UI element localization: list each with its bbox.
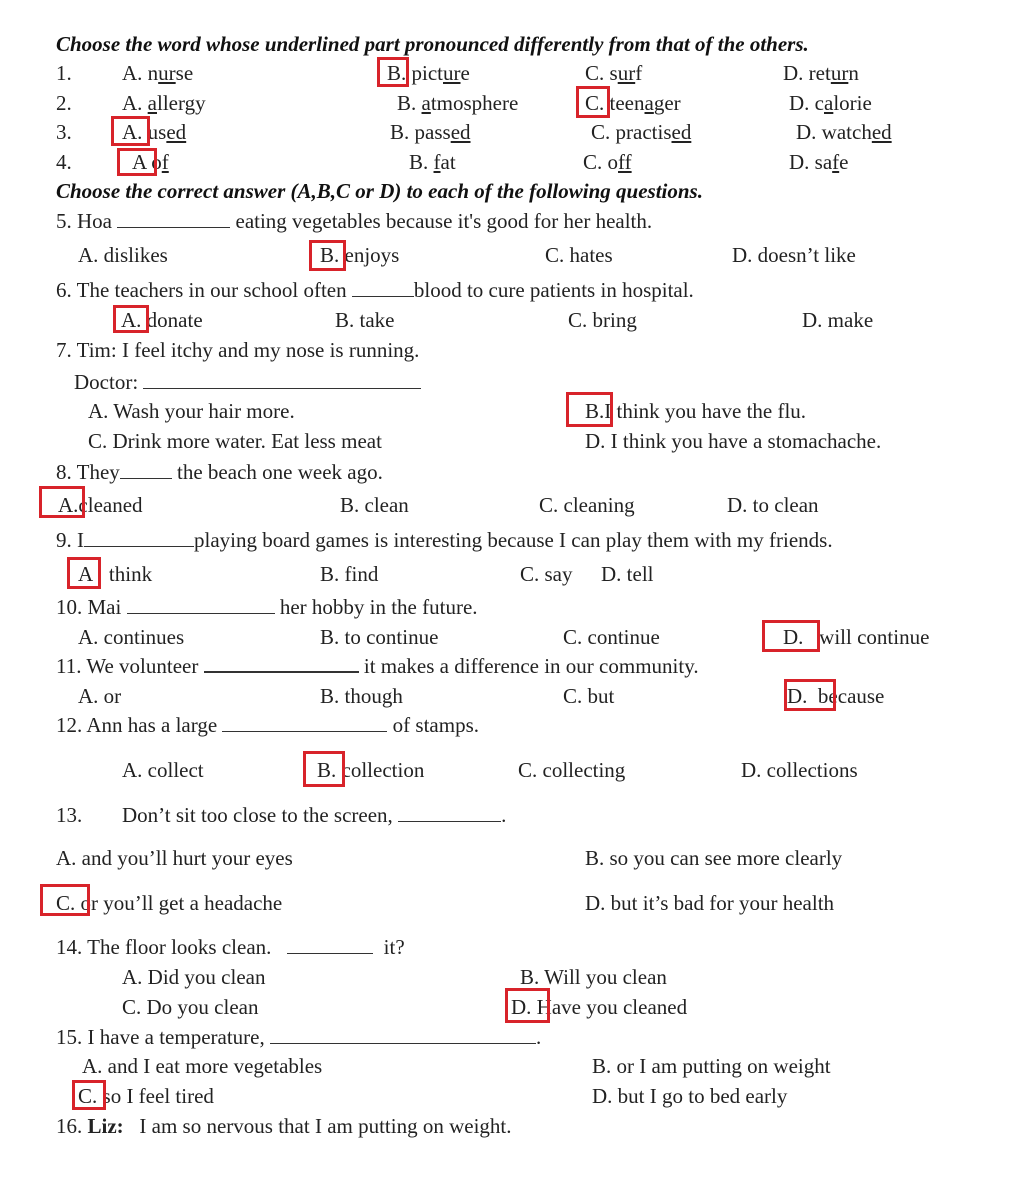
answer-mark-q7: [566, 392, 613, 427]
option: C. cleaning: [539, 493, 635, 517]
answer-mark-q4: [117, 148, 157, 176]
option: A. Did you clean: [122, 965, 266, 989]
option: A. or: [78, 684, 122, 708]
option: B.I think you have the flu.: [585, 399, 807, 423]
option: B. passed: [390, 120, 471, 144]
option: D. to clean: [727, 493, 819, 517]
question-stem: 11. We volunteer it makes a difference in our community.: [56, 654, 699, 678]
question-stem: Don’t sit too close to the screen, .: [122, 803, 507, 827]
option: D. because: [787, 684, 885, 708]
option: C. practised: [591, 120, 692, 144]
answer-mark-q6: [113, 305, 149, 333]
question-stem: 10. Mai her hobby in the future.: [56, 595, 478, 619]
option: D. make: [802, 308, 874, 332]
option: D. but I go to bed early: [592, 1084, 788, 1108]
option: A of: [132, 150, 169, 174]
option: C. say: [520, 562, 573, 586]
option: D. but it’s bad for your health: [585, 891, 835, 915]
option: B. atmosphere: [397, 91, 519, 115]
option: B. fat: [409, 150, 456, 174]
item-number: 2.: [56, 91, 72, 115]
pronunciation-heading: Choose the word whose underlined part pronounced differently from that of the others.: [56, 32, 809, 56]
answer-mark-q2: [576, 86, 610, 118]
option: C. collecting: [518, 758, 626, 782]
answer-mark-q9: [67, 557, 101, 589]
item-number: 1.: [56, 61, 72, 85]
option: C. hates: [545, 243, 613, 267]
option: A. collect: [122, 758, 204, 782]
answer-mark-q15: [72, 1080, 106, 1110]
option: B. to continue: [320, 625, 439, 649]
option: C. Do you clean: [122, 995, 259, 1019]
answer-mark-q10: [762, 620, 820, 652]
question-stem: 15. I have a temperature, .: [56, 1025, 542, 1049]
question-stem: 14. The floor looks clean. it?: [56, 935, 405, 959]
option: D. I think you have a stomachache.: [585, 429, 882, 453]
option: B. though: [320, 684, 403, 708]
option: C. teenager: [585, 91, 681, 115]
option: B. or I am putting on weight: [592, 1054, 831, 1078]
question-stem: 8. They the beach one week ago.: [56, 460, 383, 484]
option: A. and I eat more vegetables: [82, 1054, 323, 1078]
option: D. collections: [741, 758, 858, 782]
option: D. calorie: [789, 91, 872, 115]
option: C. or you’ll get a headache: [56, 891, 283, 915]
option: A think: [78, 562, 153, 586]
option: B. clean: [340, 493, 409, 517]
option: D. will continue: [783, 625, 930, 649]
answer-mark-q5: [309, 240, 346, 271]
option: B. enjoys: [320, 243, 400, 267]
answer-mark-q11: [784, 679, 836, 711]
option: A. continues: [78, 625, 185, 649]
question-stem: 12. Ann has a large of stamps.: [56, 713, 479, 737]
question-stem: 16. Liz: I am so nervous that I am putting on weight.: [56, 1114, 512, 1138]
option: B. picture: [387, 61, 470, 85]
answer-mark-q13: [40, 884, 90, 916]
answer-mark-q1: [377, 57, 409, 87]
question-stem: 9. I playing board games is interesting because I can play them with my friends.: [56, 528, 833, 552]
option: C. Drink more water. Eat less meat: [88, 429, 382, 453]
option: A. donate: [121, 308, 203, 332]
item-number: 13.: [56, 803, 83, 827]
option: C. bring: [568, 308, 637, 332]
option: C. off: [583, 150, 632, 174]
option: A. Wash your hair more.: [88, 399, 295, 423]
option: C. so I feel tired: [78, 1084, 214, 1108]
question-prompt: Doctor:: [74, 369, 421, 395]
question-stem: 7. Tim: I feel itchy and my nose is running.: [56, 338, 420, 362]
answer-mark-q14: [505, 988, 550, 1023]
option: D. watched: [796, 120, 892, 144]
option: B. so you can see more clearly: [585, 846, 843, 870]
option: B. collection: [317, 758, 425, 782]
option: A. used: [122, 120, 187, 144]
option: A. and you’ll hurt your eyes: [56, 846, 293, 870]
option: B. find: [320, 562, 379, 586]
option: D. doesn’t like: [732, 243, 856, 267]
option: C. but: [563, 684, 615, 708]
option: A.cleaned: [58, 493, 143, 517]
question-stem: 5. Hoa eating vegetables because it's good for her health.: [56, 209, 653, 233]
answer-mark-q3: [111, 116, 150, 146]
option: D. tell: [601, 562, 654, 586]
option: A. allergy: [122, 91, 206, 115]
item-number: 3.: [56, 120, 72, 144]
option: C. continue: [563, 625, 660, 649]
option: C. surf: [585, 61, 643, 85]
answer-mark-q8: [39, 486, 85, 518]
option: A. dislikes: [78, 243, 168, 267]
option: D. return: [783, 61, 859, 85]
question-stem: 6. The teachers in our school often blood to cure patients in hospital.: [56, 278, 694, 302]
option: B. take: [335, 308, 395, 332]
item-number: 4.: [56, 150, 72, 174]
option: D. safe: [789, 150, 849, 174]
answer-mark-q12: [303, 751, 345, 787]
mcq-heading: Choose the correct answer (A,B,C or D) to each of the following questions.: [56, 179, 703, 203]
option: A. nurse: [122, 61, 194, 85]
option: B. Will you clean: [520, 965, 667, 989]
option: D. Have you cleaned: [511, 995, 688, 1019]
